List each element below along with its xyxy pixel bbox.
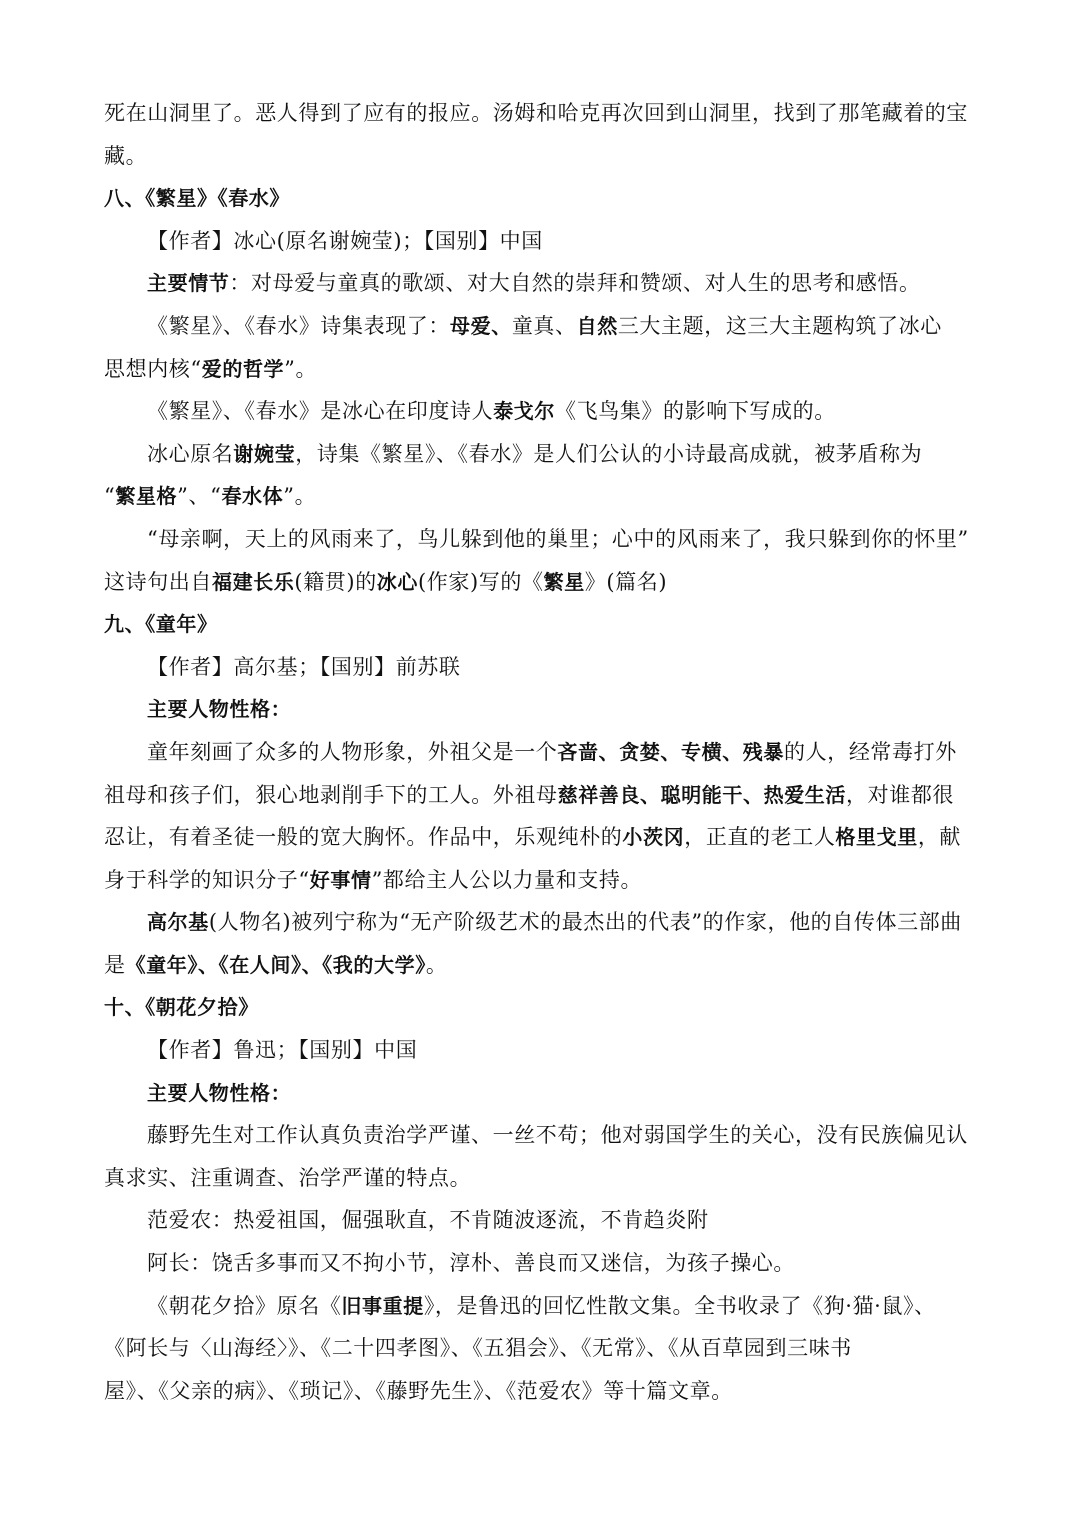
text-span: (籍贯)的 xyxy=(294,569,377,594)
text-span: 童真、 xyxy=(511,313,577,338)
text-span: 。 xyxy=(425,952,448,977)
text-line xyxy=(104,1199,984,1242)
bold-text: 小茨冈 xyxy=(622,825,685,850)
text-line xyxy=(104,262,984,305)
section-heading xyxy=(104,603,984,646)
text-span: 藤野先生对工作认真负责治学严谨、一丝不苟；他对弱国学生的关心，没有民族偏见认 xyxy=(147,1123,968,1148)
text-line xyxy=(104,518,984,561)
section-heading xyxy=(104,986,984,1029)
bold-text: 八、《繁星》《春水》 xyxy=(104,186,290,211)
text-span: ：对母爱与童真的歌颂、对大自然的崇拜和赞颂、对人生的思考和感悟。 xyxy=(229,271,921,296)
text-span: 阿长：饶舌多事而又不拘小节，淳朴、善良而又迷信，为孩子操心。 xyxy=(147,1251,795,1276)
text-span: 真求实、注重调查、治学严谨的特点。 xyxy=(104,1165,472,1190)
text-span: 《朝花夕拾》原名《 xyxy=(147,1293,342,1318)
bold-text: 主要人物性格： xyxy=(147,697,292,722)
section-heading xyxy=(104,177,984,220)
text-span: 忍让，有着圣徒一般的宽大胸怀。作品中，乐观纯朴的 xyxy=(104,825,623,850)
text-span: 《繁星》、《春水》诗集表现了： xyxy=(147,313,450,338)
text-span: 《飞鸟集》的影响下写成的。 xyxy=(555,399,836,424)
text-line xyxy=(104,475,984,518)
bold-text: 十、《朝花夕拾》 xyxy=(104,995,259,1020)
text-span: ，诗集《繁星》、《春水》是人们公认的小诗最高成就，被茅盾称为 xyxy=(295,441,923,466)
bold-text: 繁星格 xyxy=(115,484,178,509)
text-span: 【作者】冰心(原名谢婉莹)；【国别】中国 xyxy=(147,228,543,253)
text-span: 》，是鲁迅的回忆性散文集。全书收录了《狗·猫·鼠》、 xyxy=(423,1293,936,1318)
text-line xyxy=(104,305,984,348)
text-line xyxy=(104,688,984,731)
bold-text: 春水体 xyxy=(221,484,284,509)
text-span: 这诗句出自 xyxy=(104,569,212,594)
text-line xyxy=(104,220,984,263)
text-line xyxy=(104,816,984,859)
text-span: 童年刻画了众多的人物形象，外祖父是一个 xyxy=(147,739,558,764)
text-line xyxy=(104,1370,984,1413)
bold-text: 福建长乐 xyxy=(212,569,295,594)
text-line xyxy=(104,1029,984,1072)
text-line xyxy=(104,774,984,817)
text-line xyxy=(104,731,984,774)
text-span: ”。 xyxy=(283,484,317,509)
bold-text: 好事情 xyxy=(309,867,372,892)
text-line xyxy=(104,348,984,391)
text-span: ，献 xyxy=(917,825,962,850)
bold-text: 格里戈里 xyxy=(835,825,918,850)
text-span: 《阿长与〈山海经〉》、《二十四孝图》、《五猖会》、《无常》、《从百草园到三味书 xyxy=(104,1336,852,1361)
text-line xyxy=(104,390,984,433)
bold-text: 慈祥善良、聪明能干、热爱生活 xyxy=(557,782,847,807)
text-line xyxy=(104,944,984,987)
text-span: “母亲啊，天上的风雨来了，鸟儿躲到他的巢里；心中的风雨来了，我只躲到你的怀里” xyxy=(147,526,969,551)
text-span: 思想内核“ xyxy=(104,356,202,381)
text-span: 《繁星》、《春水》是冰心在印度诗人 xyxy=(147,399,494,424)
text-line xyxy=(104,1072,984,1115)
bold-text: 主要情节 xyxy=(147,271,230,296)
text-span: 【作者】鲁迅；【国别】中国 xyxy=(147,1038,418,1063)
text-line xyxy=(104,433,984,476)
text-span: 范爱农：热爱祖国，倔强耿直，不肯随波逐流，不肯趋炎附 xyxy=(147,1208,709,1233)
bold-text: 繁星 xyxy=(543,569,585,594)
bold-text: 吝啬、贪婪、专横、残暴 xyxy=(557,739,785,764)
document-page xyxy=(104,92,984,1412)
bold-text: 《童年》、《在人间》、《我的大学》 xyxy=(125,952,426,977)
text-line xyxy=(104,901,984,944)
text-span: 冰心原名 xyxy=(147,441,234,466)
text-line xyxy=(104,561,984,604)
text-line xyxy=(104,92,984,135)
bold-text: 高尔基 xyxy=(147,910,209,935)
text-span: 的人，经常毒打外 xyxy=(784,739,957,764)
text-line xyxy=(104,859,984,902)
text-line xyxy=(104,1114,984,1157)
text-span: ”都给主人公以力量和支持。 xyxy=(371,867,643,892)
bold-text: 自然 xyxy=(576,313,618,338)
text-span: ”、“ xyxy=(177,484,222,509)
bold-text: 谢婉莹 xyxy=(233,441,296,466)
text-line xyxy=(104,1327,984,1370)
text-line xyxy=(104,135,984,178)
text-span: 祖母和孩子们，狠心地剥削手下的工人。外祖母 xyxy=(104,782,558,807)
bold-text: 冰心 xyxy=(376,569,418,594)
text-span: 屋》、《父亲的病》、《琐记》、《藤野先生》、《范爱农》等十篇文章。 xyxy=(104,1378,733,1403)
text-line xyxy=(104,646,984,689)
text-span: 【作者】高尔基；【国别】前苏联 xyxy=(147,654,461,679)
text-span: (人物名)被列宁称为“无产阶级艺术的最杰出的代表”的作家，他的自传体三部曲 xyxy=(208,910,962,935)
bold-text: 泰戈尔 xyxy=(493,399,556,424)
text-line xyxy=(104,1285,984,1328)
text-span: 身于科学的知识分子“ xyxy=(104,867,310,892)
text-span: 死在山洞里了。恶人得到了应有的报应。汤姆和哈克再次回到山洞里，找到了那笔藏着的宝 xyxy=(104,101,968,125)
bold-text: 爱的哲学 xyxy=(201,356,285,381)
text-span: 》(篇名) xyxy=(584,569,668,594)
text-span: ”。 xyxy=(284,356,318,381)
text-span: 三大主题，这三大主题构筑了冰心 xyxy=(617,313,942,338)
bold-text: 主要人物性格： xyxy=(147,1080,292,1105)
text-span: 藏。 xyxy=(104,143,148,168)
text-line xyxy=(104,1157,984,1200)
bold-text: 旧事重提 xyxy=(341,1293,424,1318)
text-span: 是 xyxy=(104,952,126,977)
text-span: ，正直的老工人 xyxy=(684,825,836,850)
text-line xyxy=(104,1242,984,1285)
bold-text: 母爱、 xyxy=(450,313,512,338)
text-span: ，对谁都很 xyxy=(846,782,955,807)
text-span: (作家)写的《 xyxy=(418,569,544,594)
text-span: “ xyxy=(104,484,116,509)
bold-text: 九、《童年》 xyxy=(104,612,218,637)
